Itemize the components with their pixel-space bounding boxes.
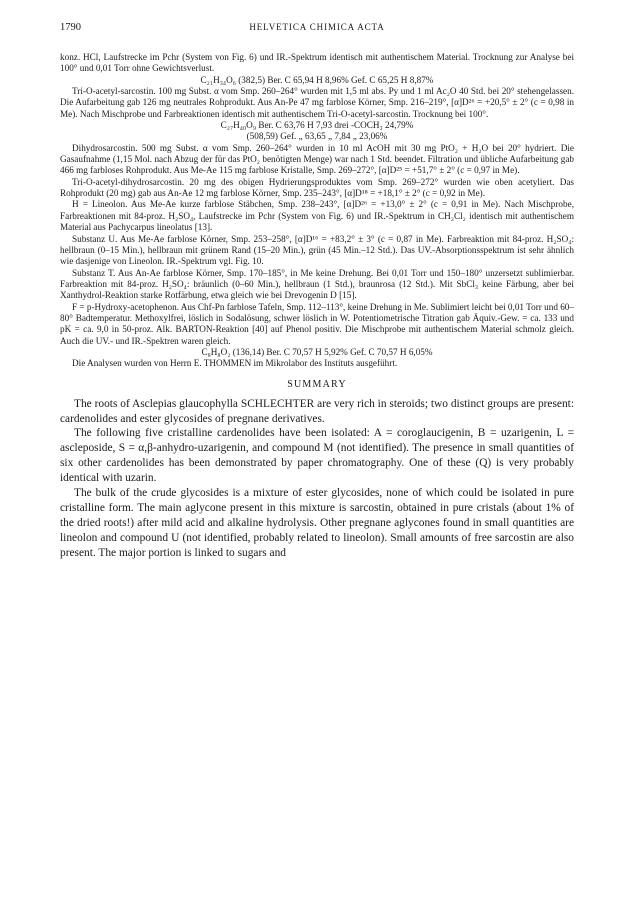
- document-page: [60, 22, 574, 561]
- paragraph: Substanz U. Aus Me-Ae farblose Körner, Smp. 253–258°, [α]D¹⁶ = +83,2° ± 3° (c = 0,87 in Me). Farbreaktion mit 84-proz. H₂SO₄: hellbraun (0–15 Min.), hellbraun mit grünem Rand (15–20 Min.), grün (45 Min.–12 Std.). Das UV.-Absorptionsspektrum ist sehr ähnlich wie dasjenige von Lineolon. IR.-Spektrum vgl. Fig. 10.: [60, 233, 574, 267]
- page-number: 1790: [60, 22, 81, 33]
- analysis-formula: C₂₁H₃₄O₆ (382,5) Ber. C 65,94 H 8,96% Gef. C 65,25 H 8,87%: [200, 74, 434, 85]
- page-header: [60, 22, 574, 38]
- summary-paragraph: The following five cristalline cardenolides have been isolated: A = coroglaucigenin, B = uzarigenin, L = ascleposide, S = α,β-anhydro-uzarigenin, and compound M (not identified). The presence in small quantities of six other cardenolides has been demonstrated by paper chromatography. One of these (Q) is very probably identical with uzarin.: [60, 427, 574, 485]
- journal-title: HELVETICA CHIMICA ACTA: [249, 22, 385, 32]
- analysis-formula: (508,59) Gef. „ 63,65 „ 7,84 „ 23,06%: [246, 131, 388, 142]
- acknowledgement: Die Analysen wurden von Herrn E. THOMMEN im Mikrolabor des Instituts ausgeführt.: [72, 358, 398, 369]
- experimental-section: [60, 52, 574, 370]
- paragraph: konz. HCl, Laufstrecke im Pchr (System von Fig. 6) und IR.-Spektrum identisch mit authentischem Material. Trocknung zur Analyse bei 100° und 0,01 Torr ohne Gewichtsverlust.: [60, 52, 574, 74]
- paragraph: Tri-O-acetyl-sarcostin. 100 mg Subst. α vom Smp. 260–264° wurden mit 1,5 ml abs. Py und 1 ml Ac₂O 40 Std. bei 20° stehengelassen. Die Aufarbeitung gab 126 mg neutrales Rohprodukt. Aus An-Pe 47 mg farblose Körner, Smp. 216–219°, [α]D²⁶ = +20,5° ± 2° (c = 0,98 in Me). Nach Mischprobe und Farbreaktionen identisch mit authentischem Tri-O-acetyl-sarcostin. Trocknung bei 100°.: [60, 86, 574, 119]
- paragraph: H = Lineolon. Aus Me-Ae kurze farblose Stäbchen, Smp. 238–243°, [α]D²⁶ = +13,0° ± 2° (c = 0,91 in Me). Nach Mischprobe, Farbreaktionen mit 84-proz. H₂SO₄, Laufstrecke im Pchr (System von Fig. 6) und IR.-Spektrum in CH₂Cl₂ identisch mit authentischem Material aus Pachycarpus lineolatus [13].: [60, 199, 574, 233]
- analysis-formula: C₂₇H₄₀O₉ Ber. C 63,76 H 7,93 drei -COCH₃ 24,79%: [220, 120, 414, 131]
- paragraph: Dihydrosarcostin. 500 mg Subst. α vom Smp. 260–264° wurden in 10 ml AcOH mit 30 mg PtO₂ + H₂O bei 20° hydriert. Die Gasaufnahme (1,15 Mol. nach Abzug der für das PtO₂ benötigten Menge) war nach 1 Std. beendet. Filtration und übliche Aufarbeitung gab 466 mg farbloses Rohprodukt. Aus Me-Ae 115 mg farblose Kristalle, Smp. 269–272°, [α]D²⁵ = +51,7° ± 2° (c = 0,97 in Me).: [60, 142, 574, 176]
- summary-heading: SUMMARY: [287, 378, 347, 390]
- analysis-formula: C₈H₈O₂ (136,14) Ber. C 70,57 H 5,92% Gef. C 70,57 H 6,05%: [201, 346, 433, 357]
- paragraph: F = p-Hydroxy-acetophenon. Aus Chf-Pn farblose Tafeln, Smp. 112–113°, keine Drehung in Me. Sublimiert leicht bei 0,01 Torr und 60–80° Badtemperatur. Methoxylfrei, löslich in Sodalösung, schwer löslich in W. Potentiometrische Titration gab Äquiv.-Gew. = ca. 133 und pK = ca. 9,0 in 50-proz. Alk. BARTON-Reaktion [40] auf Phenol positiv. Die Mischprobe mit authentischem Material schmolz gleich. Auch die UV.- und IR.-Spektren waren gleich.: [60, 301, 574, 346]
- summary-paragraph: The roots of Asclepias glaucophylla SCHLECHTER are very rich in steroids; two distinct groups are present: cardenolides and ester glycosides of pregnane derivatives.: [60, 397, 574, 425]
- summary-paragraph: The bulk of the crude glycosides is a mixture of ester glycosides, none of which could be isolated in pure cristalline form. The main aglycone present in this mixture is sarcostin, obtained in pure cristals (about 1% of the dried roots!) after mild acid and alkaline hydrolysis. Other pregnane aglycones found in small quantities are lineolon and compound U (not identified, probably related to lineolon). Small amounts of free sarcostin are also present. The major portion is linked to sugars and: [60, 487, 574, 559]
- summary-section: [60, 397, 574, 561]
- paragraph: Substanz T. Aus An-Ae farblose Körner, Smp. 170–185°, in Me keine Drehung. Bei 0,01 Torr und 150–180° unzersetzt sublimierbar. Farbreaktion mit 84-proz. H₂SO₄: bräunlich (0–60 Min.), hellbraun (1 Std.), braunrosa (12 Std.). Mit SbCl₃ keine Färbung, aber bei Xanthydrol-Reaktion starke Rotfärbung, etwa gleich wie bei Drevogenin D [15].: [60, 267, 574, 301]
- paragraph: Tri-O-acetyl-dihydrosarcostin. 20 mg des obigen Hydrierungsproduktes vom Smp. 269–272° wurden wie oben acetyliert. Das Rohprodukt (20 mg) gab aus An-Ae 12 mg farblose Körner, Smp. 235–243°, [α]D¹⁸ = +18,1° ± 2° (c = 0,92 in Me).: [60, 176, 574, 199]
